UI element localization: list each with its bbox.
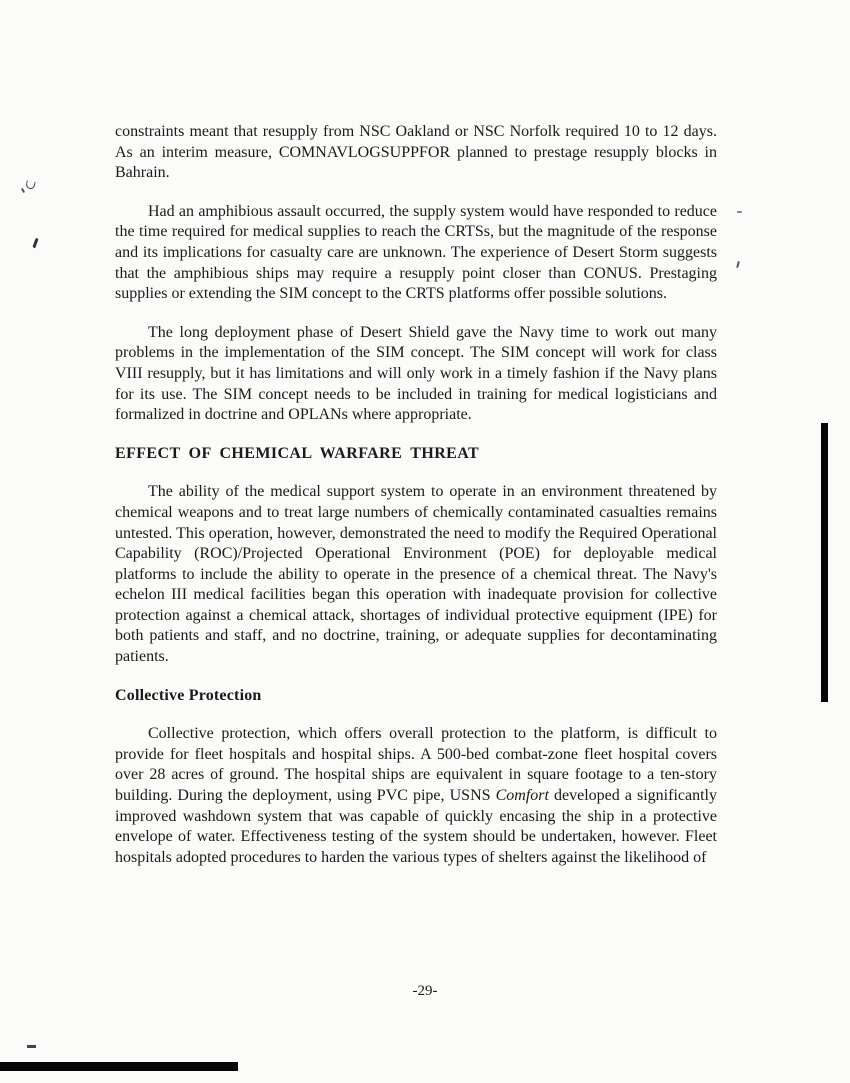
scan-artifact-margin-mark-2 bbox=[32, 238, 38, 248]
scan-artifact-right-black-bar bbox=[821, 423, 828, 702]
scan-artifact-right-dash bbox=[737, 211, 742, 213]
paragraph-resupply-continuation: constraints meant that resupply from NSC Oakland or NSC Norfolk required 10 to 12 days. As an interim measure, COMNAVLOGSUPPFOR planned to prestage resupply blocks in Bahrain. bbox=[115, 123, 717, 182]
paragraph-amphibious-assault: Had an amphibious assault occurred, the supply system would have responded to reduce the time required for medical supplies to reach the CRTSs, but the magnitude of the response and its implications for casualty care are unknown. The experience of Desert Storm suggests that the amphibious ships may require a resupply point closer than CONUS. Prestaging supplies or extending the SIM concept to the CRTS platforms offer possible solutions. bbox=[115, 202, 717, 303]
paragraph-collective-protection-text-continued: developed a significantly improved washdown system that was capable of quickly encasing the ship in a protective envelope of water. Effectiveness testing of the system should be undertaken, however. Fleet hospitals adopted procedures to harden the various types of shelters against the likelihood of bbox=[115, 787, 717, 866]
subsection-heading-collective-protection: Collective Protection bbox=[115, 686, 262, 704]
scan-artifact-margin-dash bbox=[27, 1045, 36, 1048]
scan-artifact-right-tick bbox=[736, 261, 740, 268]
section-heading-chemical-warfare-threat: EFFECT OF CHEMICAL WARFARE THREAT bbox=[115, 444, 480, 462]
paragraph-chemical-threat: The ability of the medical support system to operate in an environment threatened by chemical weapons and to treat large numbers of chemically contaminated casualties remains untested. This operation, however, demonstrated the need to modify the Required Operational Capability (ROC)/Projected Operational Environment (POE) for deployable medical platforms to include the ability to operate in the presence of a chemical threat. The Navy's echelon III medical facilities began this operation with inadequate provision for collective protection against a chemical attack, shortages of individual protective equipment (IPE) for both patients and staff, and no doctrine, training, or adequate supplies for decontaminating patients. bbox=[115, 483, 717, 666]
ship-name-comfort: Comfort bbox=[495, 787, 549, 805]
paragraph-sim-concept: The long deployment phase of Desert Shield gave the Navy time to work out many problems in the implementation of the SIM concept. The SIM concept will work for class VIII resupply, but it has limitations and will only work in a timely fashion if the Navy plans for its use. The SIM concept needs to be included in training for medical logisticians and formalized in doctrine and OPLANs where appropriate. bbox=[115, 323, 717, 424]
scan-artifact-margin-mark-1b bbox=[21, 188, 25, 193]
page-number: -29- bbox=[412, 983, 438, 999]
page-body-text bbox=[115, 122, 717, 886]
scan-artifact-bottom-black-bar bbox=[0, 1062, 238, 1071]
paragraph-collective-protection bbox=[115, 724, 717, 868]
paragraph-collective-protection-text: Collective protection, which offers overall protection to the platform, is difficult to provide for fleet hospitals and hospital ships. A 500-bed combat-zone fleet hospital covers over 28 acres of ground. The hospital ships are equivalent in square footage to a ten-story building. During the deployment, using PVC pipe, USNS bbox=[115, 725, 717, 805]
scan-artifact-margin-mark-1 bbox=[25, 180, 35, 189]
